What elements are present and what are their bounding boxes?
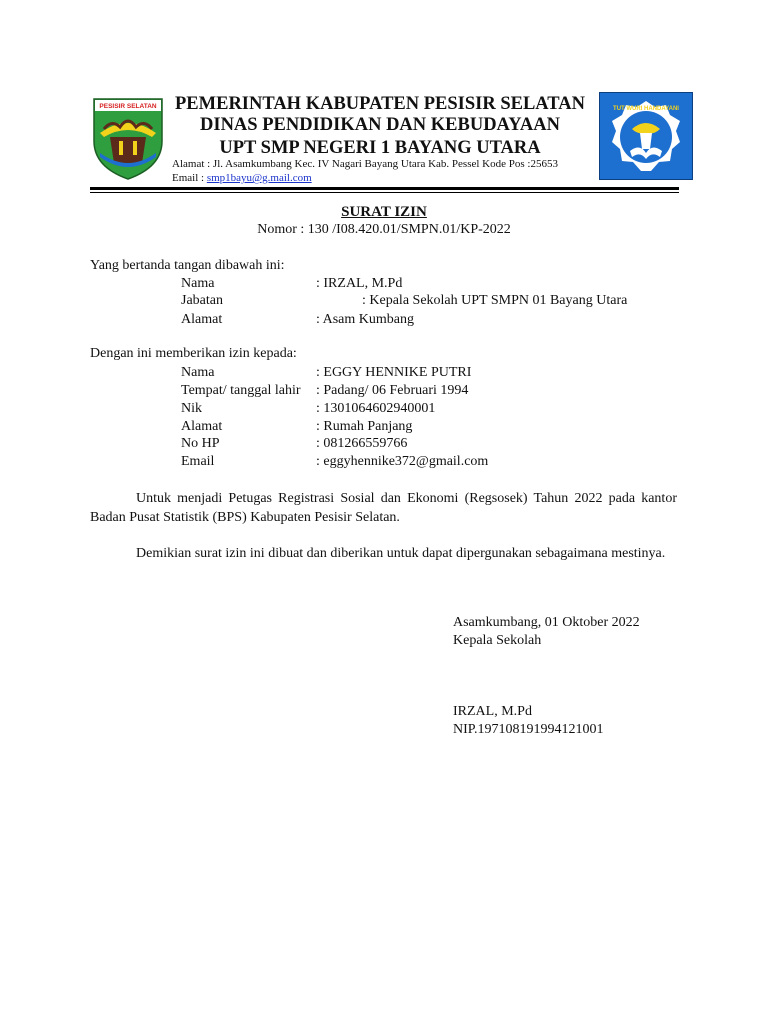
recipient-name-value: : EGGY HENNIKE PUTRI <box>316 365 472 380</box>
letterhead-line-2: DINAS PENDIDIKAN DAN KEBUDAYAAN <box>200 115 560 135</box>
left-logo-text: PESISIR SELATAN <box>99 103 157 110</box>
paragraph-closing: Demikian surat izin ini dibuat dan diberikan untuk dapat dipergunakan sebagaimana mestinya. <box>136 546 666 561</box>
letterhead-address: Alamat : Jl. Asamkumbang Kec. IV Nagari Bayang Utara Kab. Pessel Kode Pos :25653 <box>172 158 558 170</box>
recipient-address-value: : Rumah Panjang <box>316 419 413 434</box>
signature-role: Kepala Sekolah <box>453 633 542 648</box>
signature-name: IRZAL, M.Pd <box>453 704 532 719</box>
signer-intro: Yang bertanda tangan dibawah ini: <box>90 258 285 273</box>
email-link[interactable]: smp1bayu@g.mail.com <box>206 172 312 184</box>
letterhead-email <box>172 172 312 184</box>
signer-address-value: : Asam Kumbang <box>316 312 414 327</box>
letterhead-rule-thin <box>90 192 679 193</box>
recipient-email-label: Email <box>181 454 215 469</box>
signature-place-date: Asamkumbang, 01 Oktober 2022 <box>453 615 640 630</box>
paragraph-purpose: Untuk menjadi Petugas Registrasi Sosial dan Ekonomi (Regsosek) Tahun 2022 pada kantor Badan Pusat Statistik (BPS) Kabupaten Pesisir Selatan. <box>90 491 677 525</box>
recipient-phone-label: No HP <box>181 436 220 451</box>
signer-position-label: Jabatan <box>181 293 223 308</box>
tut-wuri-handayani-logo-icon <box>599 92 693 180</box>
recipient-nik-value: : 1301064602940001 <box>316 401 436 416</box>
recipient-birth-label: Tempat/ tanggal lahir <box>181 383 301 398</box>
signer-name-value: : IRZAL, M.Pd <box>316 276 403 291</box>
recipient-address-label: Alamat <box>181 419 223 434</box>
letter-number: Nomor : 130 /I08.420.01/SMPN.01/KP-2022 <box>257 222 511 237</box>
recipient-nik-label: Nik <box>181 401 202 416</box>
recipient-email-value: : eggyhennike372@gmail.com <box>316 454 489 469</box>
recipient-phone-value: : 081266559766 <box>316 436 408 451</box>
recipient-birth-value: : Padang/ 06 Februari 1994 <box>316 383 469 398</box>
pesisir-selatan-logo-icon <box>90 93 166 181</box>
letterhead-rule-thick <box>90 187 679 190</box>
letter-title: SURAT IZIN <box>341 204 427 220</box>
signer-address-label: Alamat <box>181 312 223 327</box>
right-logo-text: TUT WURI HANDAYANI <box>613 106 679 112</box>
recipient-name-label: Nama <box>181 365 215 380</box>
email-label: Email : <box>172 172 207 184</box>
letterhead-line-1: PEMERINTAH KABUPATEN PESISIR SELATAN <box>175 94 585 114</box>
signer-position-value: : Kepala Sekolah UPT SMPN 01 Bayang Utara <box>362 293 628 308</box>
grant-intro: Dengan ini memberikan izin kepada: <box>90 346 297 361</box>
signer-name-label: Nama <box>181 276 215 291</box>
signature-nip: NIP.197108191994121001 <box>453 722 604 737</box>
letterhead-line-3: UPT SMP NEGERI 1 BAYANG UTARA <box>219 138 541 158</box>
